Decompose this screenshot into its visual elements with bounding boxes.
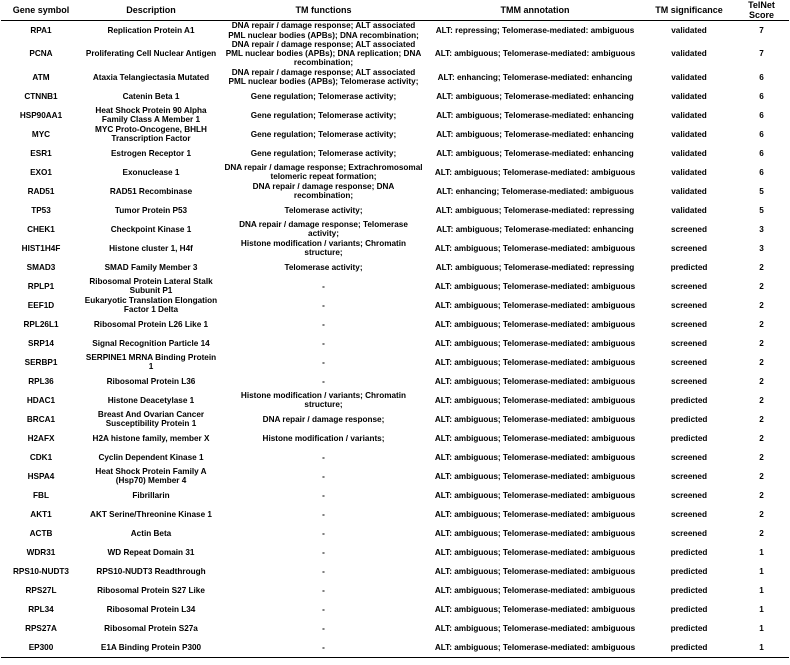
cell-tmm-annotation: ALT: ambiguous; Telomerase-mediated: ambiguous bbox=[434, 395, 636, 405]
cell-telnet-score: 5 bbox=[759, 205, 764, 215]
cell-tmm-annotation: ALT: enhancing; Telomerase-mediated: ambiguous bbox=[436, 186, 634, 196]
cell-tm-significance: predicted bbox=[670, 395, 708, 405]
cell-telnet-score: 2 bbox=[759, 338, 764, 348]
cell-tmm-annotation: ALT: ambiguous; Telomerase-mediated: ambiguous bbox=[434, 281, 636, 291]
cell-tm-significance: predicted bbox=[670, 566, 708, 576]
cell-tmm-annotation: ALT: ambiguous; Telomerase-mediated: enhancing bbox=[436, 224, 634, 234]
cell-tm-functions: - bbox=[322, 471, 325, 481]
cell-tmm-annotation: ALT: ambiguous; Telomerase-mediated: ambiguous bbox=[434, 376, 636, 386]
cell-description: Ribosomal Protein S27a bbox=[104, 623, 198, 633]
table-row bbox=[1, 296, 789, 315]
table-row bbox=[1, 448, 789, 467]
cell-gene-symbol: H2AFX bbox=[27, 433, 55, 443]
cell-tm-functions: DNA repair / damage response; DNA recombination; bbox=[252, 181, 395, 201]
table-row bbox=[1, 106, 789, 125]
cell-gene-symbol: SERBP1 bbox=[24, 357, 58, 367]
cell-tm-functions: - bbox=[322, 604, 325, 614]
cell-gene-symbol: RPL36 bbox=[28, 376, 54, 386]
cell-tmm-annotation: ALT: ambiguous; Telomerase-mediated: ambiguous bbox=[434, 338, 636, 348]
cell-description: H2A histone family, member X bbox=[92, 433, 210, 443]
cell-description: Histone cluster 1, H4f bbox=[109, 243, 193, 253]
cell-gene-symbol: RPS27A bbox=[25, 623, 57, 633]
table-row bbox=[1, 144, 789, 163]
cell-telnet-score: 2 bbox=[759, 376, 764, 386]
cell-tm-significance: screened bbox=[671, 452, 707, 462]
cell-description: Tumor Protein P53 bbox=[114, 205, 188, 215]
table-row bbox=[1, 125, 789, 144]
table-row bbox=[1, 581, 789, 600]
cell-tmm-annotation: ALT: ambiguous; Telomerase-mediated: ambiguous bbox=[434, 49, 636, 59]
cell-tm-functions: - bbox=[221, 638, 426, 658]
cell-gene-symbol: BRCA1 bbox=[26, 414, 56, 424]
cell-telnet-score: 2 bbox=[759, 471, 764, 481]
cell-gene-symbol: SRP14 bbox=[28, 338, 54, 348]
cell-description: Replication Protein A1 bbox=[107, 25, 195, 35]
cell-tm-functions: DNA repair / damage response; bbox=[262, 414, 385, 424]
cell-tmm-annotation: ALT: ambiguous; Telomerase-mediated: ambiguous bbox=[434, 604, 636, 614]
cell-tm-significance: screened bbox=[671, 509, 707, 519]
table-row bbox=[1, 201, 789, 220]
cell-telnet-score: 2 bbox=[759, 262, 764, 272]
cell-description: Heat Shock Protein Family A (Hsp70) Member 4 bbox=[95, 466, 207, 486]
cell-tm-significance: predicted bbox=[670, 585, 708, 595]
table-row bbox=[1, 562, 789, 581]
cell-tm-functions: - bbox=[322, 357, 325, 367]
table-row bbox=[1, 315, 789, 334]
cell-telnet-score: 1 bbox=[759, 547, 764, 557]
cell-telnet-score: 2 bbox=[759, 319, 764, 329]
table-row bbox=[1, 220, 789, 239]
cell-tm-significance: predicted bbox=[670, 604, 708, 614]
cell-tm-significance: predicted bbox=[670, 262, 708, 272]
cell-tmm-annotation: ALT: ambiguous; Telomerase-mediated: enhancing bbox=[436, 148, 634, 158]
cell-tm-significance: predicted bbox=[670, 433, 708, 443]
table-row bbox=[1, 163, 789, 182]
cell-gene-symbol: HSP90AA1 bbox=[19, 110, 63, 120]
cell-telnet-score: 3 bbox=[759, 224, 764, 234]
cell-telnet-score: 2 bbox=[759, 509, 764, 519]
cell-tm-functions: - bbox=[322, 528, 325, 538]
cell-gene-symbol: MYC bbox=[31, 129, 51, 139]
cell-tmm-annotation: ALT: ambiguous; Telomerase-mediated: ambiguous bbox=[434, 490, 636, 500]
cell-tmm-annotation: ALT: ambiguous; Telomerase-mediated: ambiguous bbox=[434, 528, 636, 538]
table-row bbox=[1, 40, 789, 68]
cell-gene-symbol: RPA1 bbox=[30, 25, 52, 35]
cell-tm-functions: DNA repair / damage response; Telomerase activity; bbox=[239, 219, 408, 239]
cell-tm-functions: - bbox=[322, 623, 325, 633]
cell-tmm-annotation: ALT: ambiguous; Telomerase-mediated: ambiguous bbox=[426, 638, 644, 658]
cell-tmm-annotation: ALT: ambiguous; Telomerase-mediated: ambiguous bbox=[434, 623, 636, 633]
cell-tm-functions: DNA repair / damage response; Extrachromosomal telomeric repeat formation; bbox=[224, 162, 423, 182]
cell-gene-symbol: EXO1 bbox=[30, 167, 52, 177]
cell-tmm-annotation: ALT: ambiguous; Telomerase-mediated: ambiguous bbox=[434, 471, 636, 481]
cell-tm-functions: - bbox=[322, 585, 325, 595]
cell-tm-functions: - bbox=[322, 319, 325, 329]
cell-tm-significance: screened bbox=[671, 528, 707, 538]
table-row bbox=[1, 619, 789, 638]
table-row bbox=[1, 600, 789, 619]
cell-description: Actin Beta bbox=[130, 528, 172, 538]
cell-gene-symbol: ATM bbox=[32, 72, 50, 82]
cell-description: SMAD Family Member 3 bbox=[104, 262, 198, 272]
header-telnet-score: TelNet Score bbox=[734, 0, 789, 21]
cell-telnet-score: 6 bbox=[759, 91, 764, 101]
cell-tm-functions: DNA repair / damage response; ALT associated PML nuclear bodies (APBs); Telomerase activity; bbox=[228, 67, 419, 87]
cell-tmm-annotation: ALT: ambiguous; Telomerase-mediated: enhancing bbox=[436, 129, 634, 139]
cell-tm-significance: screened bbox=[671, 471, 707, 481]
table-row bbox=[1, 68, 789, 87]
cell-tm-functions: Telomerase activity; bbox=[284, 205, 363, 215]
cell-gene-symbol: AKT1 bbox=[30, 509, 52, 519]
table-row bbox=[1, 543, 789, 562]
cell-tmm-annotation: ALT: ambiguous; Telomerase-mediated: ambiguous bbox=[434, 414, 636, 424]
cell-gene-symbol: FBL bbox=[33, 490, 49, 500]
cell-tmm-annotation: ALT: ambiguous; Telomerase-mediated: enhancing bbox=[436, 110, 634, 120]
cell-gene-symbol: EEF1D bbox=[27, 300, 55, 310]
cell-tm-significance: validated bbox=[671, 25, 707, 35]
cell-tm-functions: - bbox=[322, 547, 325, 557]
cell-description: Ribosomal Protein L26 Like 1 bbox=[93, 319, 209, 329]
cell-gene-symbol: RPS27L bbox=[25, 585, 57, 595]
cell-tm-functions: - bbox=[322, 281, 325, 291]
cell-tm-significance: predicted bbox=[670, 623, 708, 633]
table-row bbox=[1, 429, 789, 448]
cell-tm-functions: - bbox=[322, 376, 325, 386]
cell-description: E1A Binding Protein P300 bbox=[81, 638, 221, 658]
cell-description: Estrogen Receptor 1 bbox=[110, 148, 192, 158]
cell-tm-functions: DNA repair / damage response; ALT associated PML nuclear bodies (APBs); DNA replication; DNA recombination; bbox=[225, 40, 422, 68]
cell-gene-symbol: CTNNB1 bbox=[24, 91, 58, 101]
cell-tm-significance: validated bbox=[671, 148, 707, 158]
table-row bbox=[1, 524, 789, 543]
cell-tm-significance: screened bbox=[671, 376, 707, 386]
cell-tm-functions: - bbox=[322, 490, 325, 500]
cell-tm-significance: validated bbox=[671, 129, 707, 139]
cell-tmm-annotation: ALT: ambiguous; Telomerase-mediated: ambiguous bbox=[434, 585, 636, 595]
cell-tmm-annotation: ALT: ambiguous; Telomerase-mediated: ambiguous bbox=[434, 167, 636, 177]
cell-description: Fibrillarin bbox=[132, 490, 170, 500]
cell-description: Ribosomal Protein Lateral Stalk Subunit P1 bbox=[89, 276, 213, 296]
cell-tm-significance: screened bbox=[671, 490, 707, 500]
cell-gene-symbol: CDK1 bbox=[29, 452, 53, 462]
cell-telnet-score: 2 bbox=[759, 490, 764, 500]
cell-gene-symbol: RPL26L1 bbox=[23, 319, 59, 329]
cell-tm-functions: Telomerase activity; bbox=[284, 262, 363, 272]
cell-tm-significance: screened bbox=[671, 243, 707, 253]
cell-telnet-score: 2 bbox=[759, 452, 764, 462]
cell-description: AKT Serine/Threonine Kinase 1 bbox=[90, 509, 212, 519]
cell-description: Breast And Ovarian Cancer Susceptibility Protein 1 bbox=[97, 409, 205, 429]
cell-tm-significance: validated bbox=[671, 49, 707, 59]
cell-telnet-score: 7 bbox=[759, 25, 764, 35]
cell-telnet-score: 6 bbox=[759, 167, 764, 177]
cell-gene-symbol: RPL34 bbox=[28, 604, 54, 614]
table-row bbox=[1, 277, 789, 296]
header-tmm-annotation: TMM annotation bbox=[426, 0, 644, 21]
cell-tm-functions: Gene regulation; Telomerase activity; bbox=[250, 91, 397, 101]
cell-gene-symbol: HSPA4 bbox=[27, 471, 55, 481]
cell-description: Ribosomal Protein L34 bbox=[106, 604, 196, 614]
table-row bbox=[1, 391, 789, 410]
table-row bbox=[1, 505, 789, 524]
cell-gene-symbol: WDR31 bbox=[26, 547, 56, 557]
cell-tmm-annotation: ALT: ambiguous; Telomerase-mediated: ambiguous bbox=[434, 547, 636, 557]
cell-tmm-annotation: ALT: ambiguous; Telomerase-mediated: ambiguous bbox=[434, 509, 636, 519]
cell-tm-functions: - bbox=[322, 509, 325, 519]
table-row bbox=[1, 182, 789, 201]
cell-tmm-annotation: ALT: repressing; Telomerase-mediated: ambiguous bbox=[435, 25, 635, 35]
cell-tm-functions: DNA repair / damage response; ALT associated PML nuclear bodies (APBs); DNA recombination; bbox=[228, 21, 419, 40]
cell-telnet-score: 1 bbox=[759, 604, 764, 614]
cell-tmm-annotation: ALT: ambiguous; Telomerase-mediated: repressing bbox=[435, 262, 635, 272]
table-row bbox=[1, 372, 789, 391]
cell-tm-functions: Gene regulation; Telomerase activity; bbox=[250, 129, 397, 139]
cell-telnet-score: 2 bbox=[759, 357, 764, 367]
cell-gene-symbol: CHEK1 bbox=[27, 224, 55, 234]
cell-gene-symbol: HIST1H4F bbox=[21, 243, 61, 253]
cell-tmm-annotation: ALT: ambiguous; Telomerase-mediated: ambiguous bbox=[434, 566, 636, 576]
cell-telnet-score: 1 bbox=[759, 585, 764, 595]
cell-tmm-annotation: ALT: ambiguous; Telomerase-mediated: ambiguous bbox=[434, 357, 636, 367]
cell-tm-significance: validated bbox=[671, 91, 707, 101]
cell-description: Eukaryotic Translation Elongation Factor 1 Delta bbox=[84, 295, 218, 315]
cell-description: Exonuclease 1 bbox=[122, 167, 180, 177]
cell-tm-significance: screened bbox=[671, 281, 707, 291]
cell-gene-symbol: PCNA bbox=[29, 49, 53, 59]
cell-description: Signal Recognition Particle 14 bbox=[92, 338, 210, 348]
table-row bbox=[1, 467, 789, 486]
cell-telnet-score: 7 bbox=[759, 49, 764, 59]
cell-gene-symbol: TP53 bbox=[31, 205, 51, 215]
cell-description: Histone Deacetylase 1 bbox=[107, 395, 195, 405]
cell-description: Ataxia Telangiectasia Mutated bbox=[92, 72, 210, 82]
cell-telnet-score: 2 bbox=[759, 414, 764, 424]
cell-tm-significance: predicted bbox=[644, 638, 734, 658]
cell-tm-significance: predicted bbox=[670, 414, 708, 424]
cell-description: RPS10-NUDT3 Readthrough bbox=[96, 566, 206, 576]
cell-description: RAD51 Recombinase bbox=[109, 186, 193, 196]
table-body bbox=[1, 21, 789, 658]
cell-gene-symbol: EP300 bbox=[1, 638, 81, 658]
cell-gene-symbol: RAD51 bbox=[27, 186, 55, 196]
cell-tmm-annotation: ALT: ambiguous; Telomerase-mediated: ambiguous bbox=[434, 243, 636, 253]
cell-tmm-annotation: ALT: ambiguous; Telomerase-mediated: ambiguous bbox=[434, 433, 636, 443]
telnet-gene-table bbox=[1, 0, 789, 658]
cell-description: WD Repeat Domain 31 bbox=[107, 547, 195, 557]
cell-tm-functions: - bbox=[322, 452, 325, 462]
cell-gene-symbol: RPLP1 bbox=[27, 281, 55, 291]
cell-tmm-annotation: ALT: enhancing; Telomerase-mediated: enhancing bbox=[437, 72, 633, 82]
table-row bbox=[1, 21, 789, 41]
cell-tm-significance: validated bbox=[671, 110, 707, 120]
cell-telnet-score: 1 bbox=[759, 623, 764, 633]
cell-tm-significance: validated bbox=[671, 72, 707, 82]
cell-gene-symbol: ACTB bbox=[29, 528, 53, 538]
cell-telnet-score: 1 bbox=[734, 638, 789, 658]
cell-tm-functions: Gene regulation; Telomerase activity; bbox=[250, 148, 397, 158]
cell-telnet-score: 1 bbox=[759, 566, 764, 576]
cell-description: Ribosomal Protein L36 bbox=[106, 376, 196, 386]
header-tm-significance: TM significance bbox=[644, 0, 734, 21]
table-row bbox=[1, 87, 789, 106]
cell-tmm-annotation: ALT: ambiguous; Telomerase-mediated: ambiguous bbox=[434, 300, 636, 310]
cell-tm-significance: screened bbox=[671, 357, 707, 367]
cell-telnet-score: 6 bbox=[759, 110, 764, 120]
table-row bbox=[1, 258, 789, 277]
cell-description: Catenin Beta 1 bbox=[122, 91, 180, 101]
cell-description: MYC Proto-Oncogene, BHLH Transcription Factor bbox=[95, 124, 207, 144]
table-header-row bbox=[1, 0, 789, 21]
table-row bbox=[1, 353, 789, 372]
cell-tm-significance: screened bbox=[671, 319, 707, 329]
cell-telnet-score: 5 bbox=[759, 186, 764, 196]
cell-tm-significance: screened bbox=[671, 300, 707, 310]
cell-description: Proliferating Cell Nuclear Antigen bbox=[85, 49, 217, 59]
cell-tm-significance: validated bbox=[671, 167, 707, 177]
cell-tm-significance: validated bbox=[671, 205, 707, 215]
cell-tm-significance: validated bbox=[671, 186, 707, 196]
cell-tm-functions: - bbox=[322, 566, 325, 576]
cell-telnet-score: 6 bbox=[759, 148, 764, 158]
cell-tmm-annotation: ALT: ambiguous; Telomerase-mediated: enhancing bbox=[436, 91, 634, 101]
cell-tm-significance: predicted bbox=[670, 547, 708, 557]
cell-tm-functions: - bbox=[322, 338, 325, 348]
table-row bbox=[1, 410, 789, 429]
cell-tm-functions: - bbox=[322, 300, 325, 310]
cell-description: Checkpoint Kinase 1 bbox=[110, 224, 192, 234]
cell-tm-significance: screened bbox=[671, 338, 707, 348]
cell-description: SERPINE1 MRNA Binding Protein 1 bbox=[85, 352, 217, 372]
cell-description: Ribosomal Protein S27 Like bbox=[97, 585, 205, 595]
cell-gene-symbol: ESR1 bbox=[30, 148, 52, 158]
cell-telnet-score: 2 bbox=[759, 433, 764, 443]
cell-tmm-annotation: ALT: ambiguous; Telomerase-mediated: ambiguous bbox=[434, 319, 636, 329]
cell-gene-symbol: RPS10-NUDT3 bbox=[13, 566, 69, 576]
cell-tm-functions: Histone modification / variants; bbox=[262, 433, 385, 443]
cell-telnet-score: 6 bbox=[759, 72, 764, 82]
cell-gene-symbol: HDAC1 bbox=[26, 395, 56, 405]
cell-telnet-score: 3 bbox=[759, 243, 764, 253]
cell-description: Cyclin Dependent Kinase 1 bbox=[98, 452, 204, 462]
table-row bbox=[1, 239, 789, 258]
cell-tmm-annotation: ALT: ambiguous; Telomerase-mediated: repressing bbox=[435, 205, 635, 215]
header-description: Description bbox=[81, 0, 221, 21]
cell-tm-functions: Histone modification / variants; Chromatin structure; bbox=[240, 390, 407, 410]
cell-telnet-score: 2 bbox=[759, 281, 764, 291]
cell-tm-significance: screened bbox=[671, 224, 707, 234]
header-gene-symbol: Gene symbol bbox=[1, 0, 81, 21]
cell-tmm-annotation: ALT: ambiguous; Telomerase-mediated: ambiguous bbox=[434, 452, 636, 462]
cell-gene-symbol: SMAD3 bbox=[26, 262, 56, 272]
cell-telnet-score: 2 bbox=[759, 300, 764, 310]
cell-description: Heat Shock Protein 90 Alpha Family Class A Member 1 bbox=[95, 105, 207, 125]
cell-tm-functions: Histone modification / variants; Chromatin structure; bbox=[240, 238, 407, 258]
table-row bbox=[1, 334, 789, 353]
table-row bbox=[1, 638, 789, 658]
table-row bbox=[1, 486, 789, 505]
cell-tm-functions: Gene regulation; Telomerase activity; bbox=[250, 110, 397, 120]
cell-telnet-score: 2 bbox=[759, 395, 764, 405]
header-tm-functions: TM functions bbox=[221, 0, 426, 21]
cell-telnet-score: 6 bbox=[759, 129, 764, 139]
cell-telnet-score: 2 bbox=[759, 528, 764, 538]
